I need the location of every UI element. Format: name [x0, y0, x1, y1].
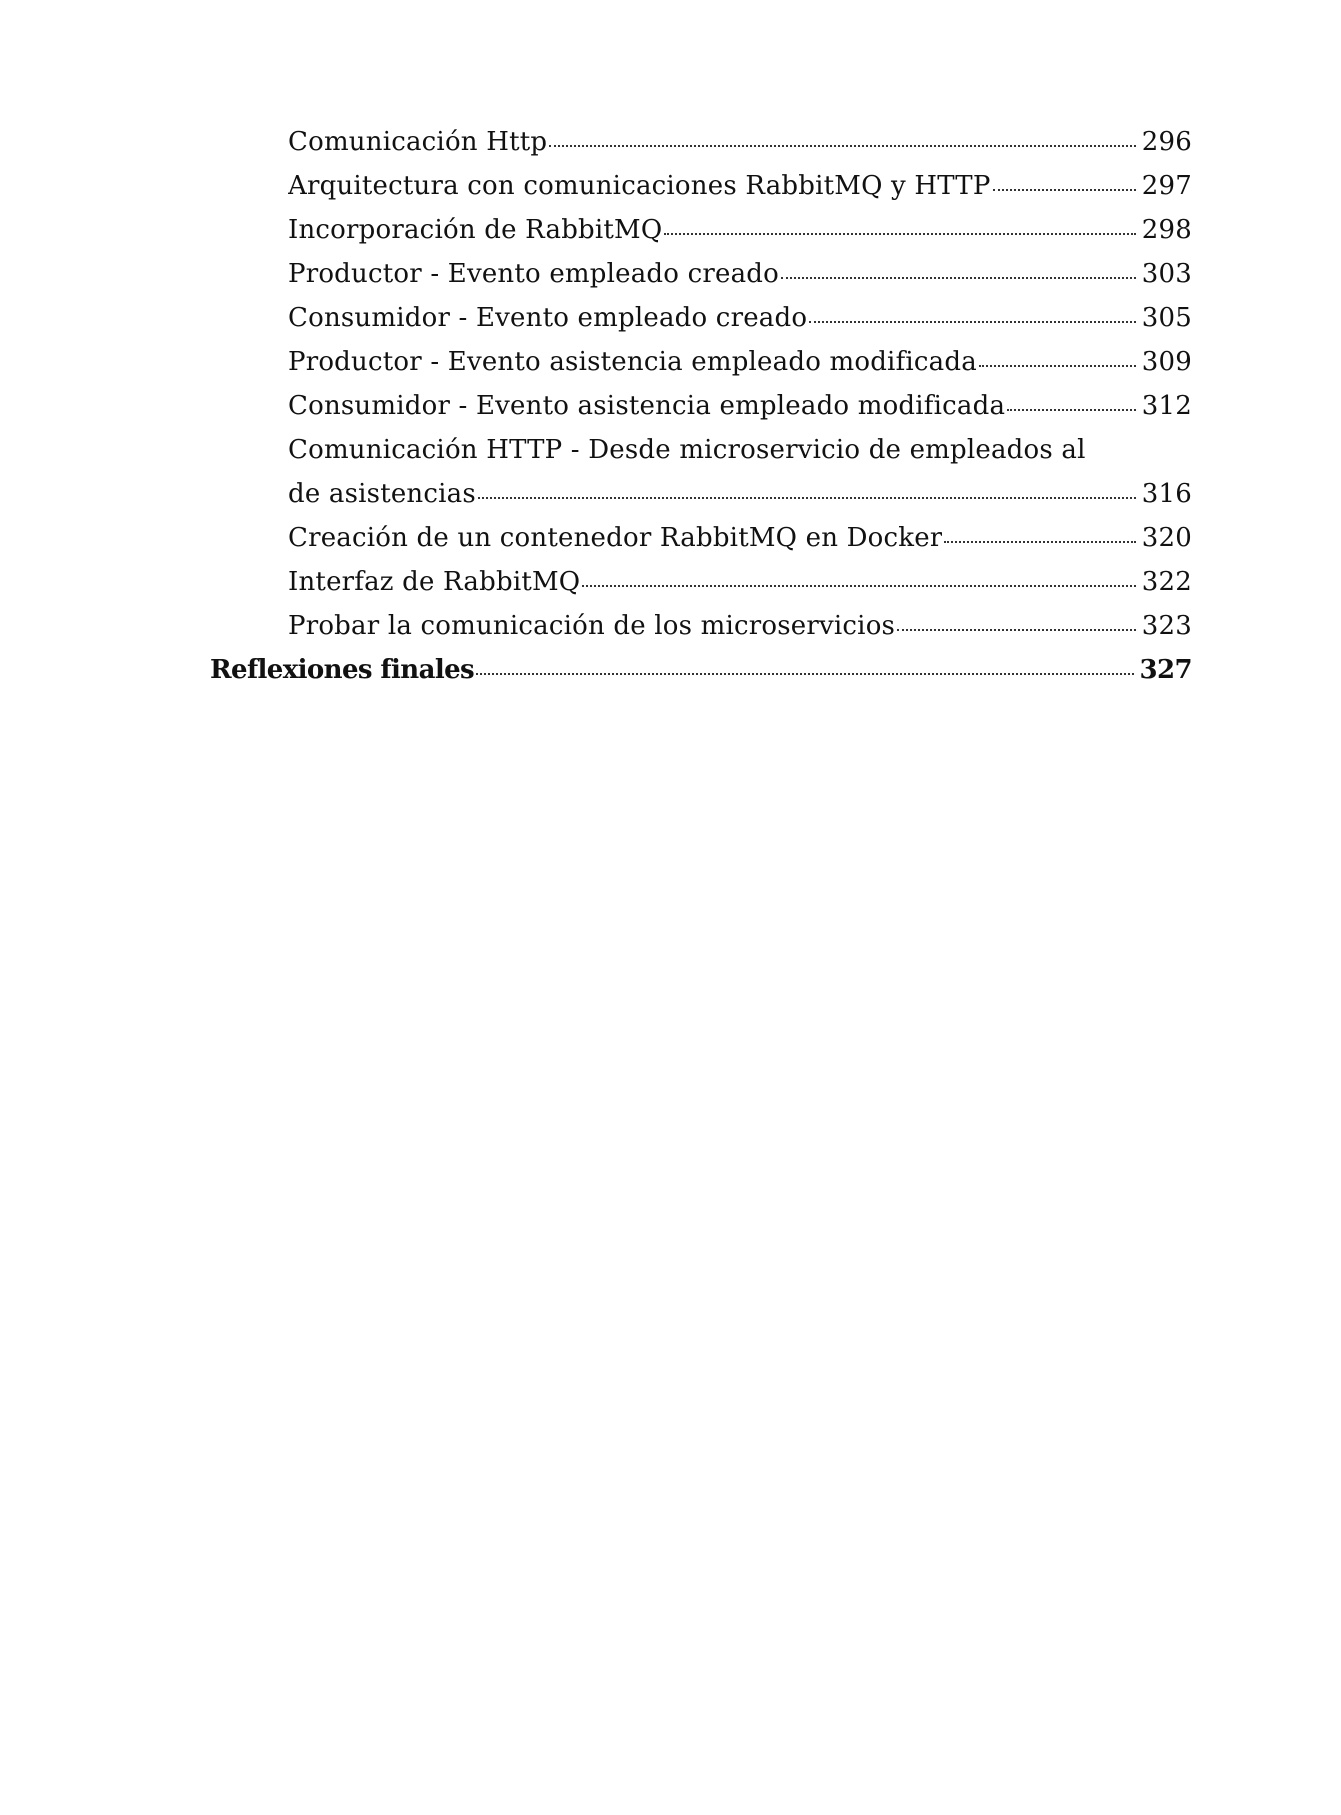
toc-page-number: 322: [1141, 567, 1192, 597]
toc-page-number: 312: [1141, 391, 1192, 421]
toc-entry[interactable]: [288, 472, 1192, 516]
toc-entry[interactable]: [288, 252, 1192, 296]
toc-page-number: 303: [1141, 259, 1192, 289]
toc-dot-leader: [549, 141, 1136, 147]
toc-page-number: 323: [1141, 611, 1192, 641]
toc-entry[interactable]: [288, 296, 1192, 340]
toc-entry[interactable]: [288, 208, 1192, 252]
toc-entry-title: Consumidor - Evento asistencia empleado modificada: [288, 391, 1006, 421]
toc-entry-title: Comunicación Http: [288, 127, 548, 157]
toc-page-number: 296: [1141, 127, 1192, 157]
toc-entry[interactable]: [288, 604, 1192, 648]
toc-entry-title: Incorporación de RabbitMQ: [288, 215, 663, 245]
toc-entry-title: de asistencias: [288, 479, 476, 509]
toc-dot-leader: [476, 669, 1133, 675]
toc-entry-title: Interfaz de RabbitMQ: [288, 567, 581, 597]
toc-dot-leader: [809, 317, 1136, 323]
toc-page-number: 316: [1141, 479, 1192, 509]
toc-page-number: 297: [1141, 171, 1192, 201]
toc-page-number: 320: [1141, 523, 1192, 553]
toc-dot-leader: [897, 625, 1136, 631]
toc-dot-leader: [979, 361, 1136, 367]
toc-entry[interactable]: [288, 164, 1192, 208]
toc-chapter-title: Reflexiones finales: [210, 655, 475, 685]
toc-entry[interactable]: [288, 516, 1192, 560]
toc-dot-leader: [993, 185, 1136, 191]
toc-dot-leader: [582, 581, 1135, 587]
toc-page-number: 305: [1141, 303, 1192, 333]
toc-entry[interactable]: [288, 120, 1192, 164]
toc-page-number: 298: [1141, 215, 1192, 245]
toc-entry-title: Creación de un contenedor RabbitMQ en Docker: [288, 523, 943, 553]
toc-dot-leader: [944, 537, 1135, 543]
toc-page-number: 327: [1139, 655, 1192, 685]
toc-entry-title: Probar la comunicación de los microservicios: [288, 611, 896, 641]
toc-dot-leader: [664, 229, 1135, 235]
toc-page-number: 309: [1141, 347, 1192, 377]
toc-entry-title: Consumidor - Evento empleado creado: [288, 303, 808, 333]
toc-entry-title: Productor - Evento empleado creado: [288, 259, 779, 289]
toc-chapter-entry[interactable]: [210, 648, 1192, 692]
toc-entry-title-line1[interactable]: Comunicación HTTP - Desde microservicio de empleados al: [288, 435, 1086, 465]
toc-dot-leader: [478, 493, 1136, 499]
toc-entry-title: Productor - Evento asistencia empleado modificada: [288, 347, 977, 377]
toc-dot-leader: [1007, 405, 1136, 411]
toc-entry[interactable]: [288, 560, 1192, 604]
toc-entry[interactable]: [288, 384, 1192, 428]
toc-entry[interactable]: [288, 340, 1192, 384]
toc-entry-title: Arquitectura con comunicaciones RabbitMQ y HTTP: [288, 171, 991, 201]
toc-dot-leader: [781, 273, 1136, 279]
